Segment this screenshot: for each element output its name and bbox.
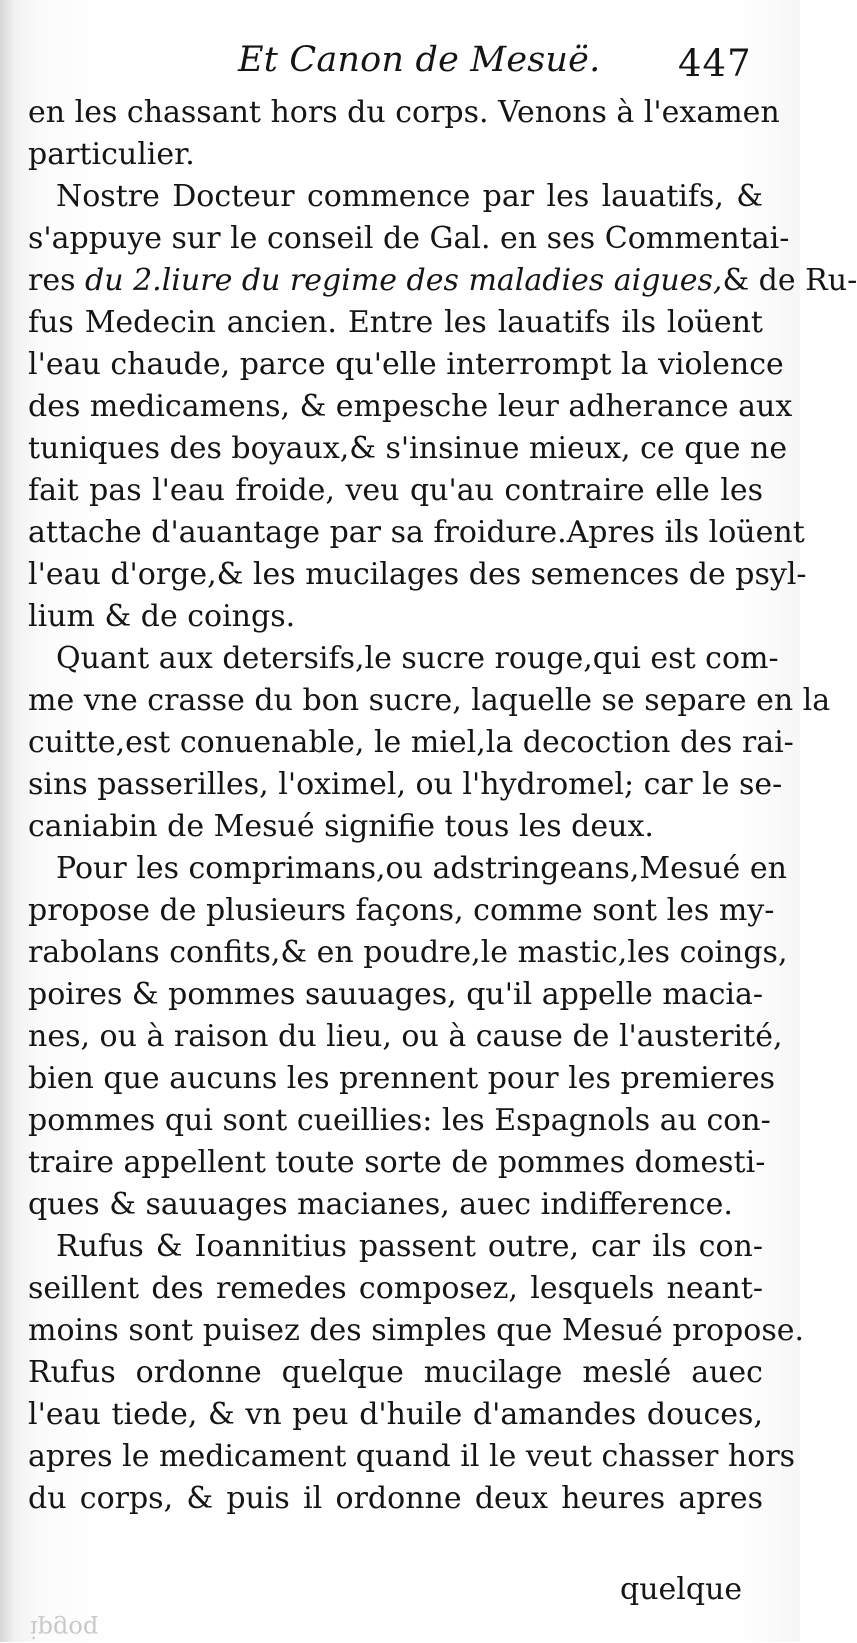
body-text: [28, 92, 857, 1520]
page-header: [0, 38, 800, 98]
text-segment: & de Ru-: [722, 263, 857, 298]
text-line: rabolans confits,& en poudre,le mastic,les coings,: [28, 935, 788, 970]
text-line: apres le medicament quand il le veut chasser hors: [28, 1439, 796, 1474]
italic-reference: du 2.liure du regime des maladies aigues,: [85, 263, 723, 298]
bleed-through-text: ipgoq: [30, 1615, 99, 1643]
text-line: Quant aux detersifs,le sucre rouge,qui est com-: [56, 641, 779, 676]
text-line: l'eau chaude, parce qu'elle interrompt la violence: [28, 347, 784, 382]
catchword: quelque: [620, 1572, 743, 1607]
text-line: Rufus ordonne quelque mucilage meslé auec: [28, 1355, 763, 1390]
text-line: des medicamens, & empesche leur adherance aux: [28, 389, 793, 424]
text-line: l'eau d'orge,& les mucilages des semences de psyl-: [28, 557, 807, 592]
text-line: du corps, & puis il ordonne deux heures apres: [28, 1481, 763, 1516]
text-line: en les chassant hors du corps. Venons à l'examen: [28, 95, 780, 130]
text-line: nes, ou à raison du lieu, ou à cause de l'austerité,: [28, 1019, 783, 1054]
text-line: Rufus & Ioannitius passent outre, car ils con-: [56, 1229, 763, 1264]
text-line: poires & pommes sauuages, qu'il appelle macia-: [28, 977, 763, 1012]
text-line: propose de plusieurs façons, comme sont les my-: [28, 893, 775, 928]
text-line: fus Medecin ancien. Entre les lauatifs ils loüent: [28, 305, 763, 340]
text-line: [28, 260, 857, 302]
text-segment: res: [28, 263, 86, 298]
text-line: seillent des remedes composez, lesquels neant-: [28, 1271, 763, 1306]
text-line: pommes qui sont cueillies: les Espagnols au con-: [28, 1103, 771, 1138]
text-line: s'appuye sur le conseil de Gal. en ses Commentai-: [28, 221, 790, 256]
text-line: caniabin de Mesué signifie tous les deux.: [28, 809, 654, 844]
text-line: ques & sauuages macianes, auec indifference.: [28, 1187, 733, 1222]
text-line: moins sont puisez des simples que Mesué propose.: [28, 1313, 805, 1348]
text-line: me vne crasse du bon sucre, laquelle se separe en la: [28, 683, 831, 718]
text-line: tuniques des boyaux,& s'insinue mieux, ce que ne: [28, 431, 788, 466]
text-line: attache d'auantage par sa froidure.Apres ils loüent: [28, 515, 805, 550]
text-line: Nostre Docteur commence par les lauatifs, &: [56, 179, 763, 214]
text-line: lium & de coings.: [28, 599, 296, 634]
text-line: bien que aucuns les prennent pour les premieres: [28, 1061, 776, 1096]
page-number: 447: [678, 42, 752, 85]
text-line: particulier.: [28, 137, 195, 172]
text-line: l'eau tiede, & vn peu d'huile d'amandes douces,: [28, 1397, 763, 1432]
text-line: cuitte,est conuenable, le miel,la decoction des rai-: [28, 725, 794, 760]
text-line: traire appellent toute sorte de pommes domesti-: [28, 1145, 766, 1180]
text-line: fait pas l'eau froide, veu qu'au contraire elle les: [28, 473, 763, 508]
running-title: Et Canon de Mesuë.: [238, 40, 601, 80]
text-line: sins passerilles, l'oximel, ou l'hydromel; car le se-: [28, 767, 783, 802]
text-line: Pour les comprimans,ou adstringeans,Mesué en: [56, 851, 787, 886]
